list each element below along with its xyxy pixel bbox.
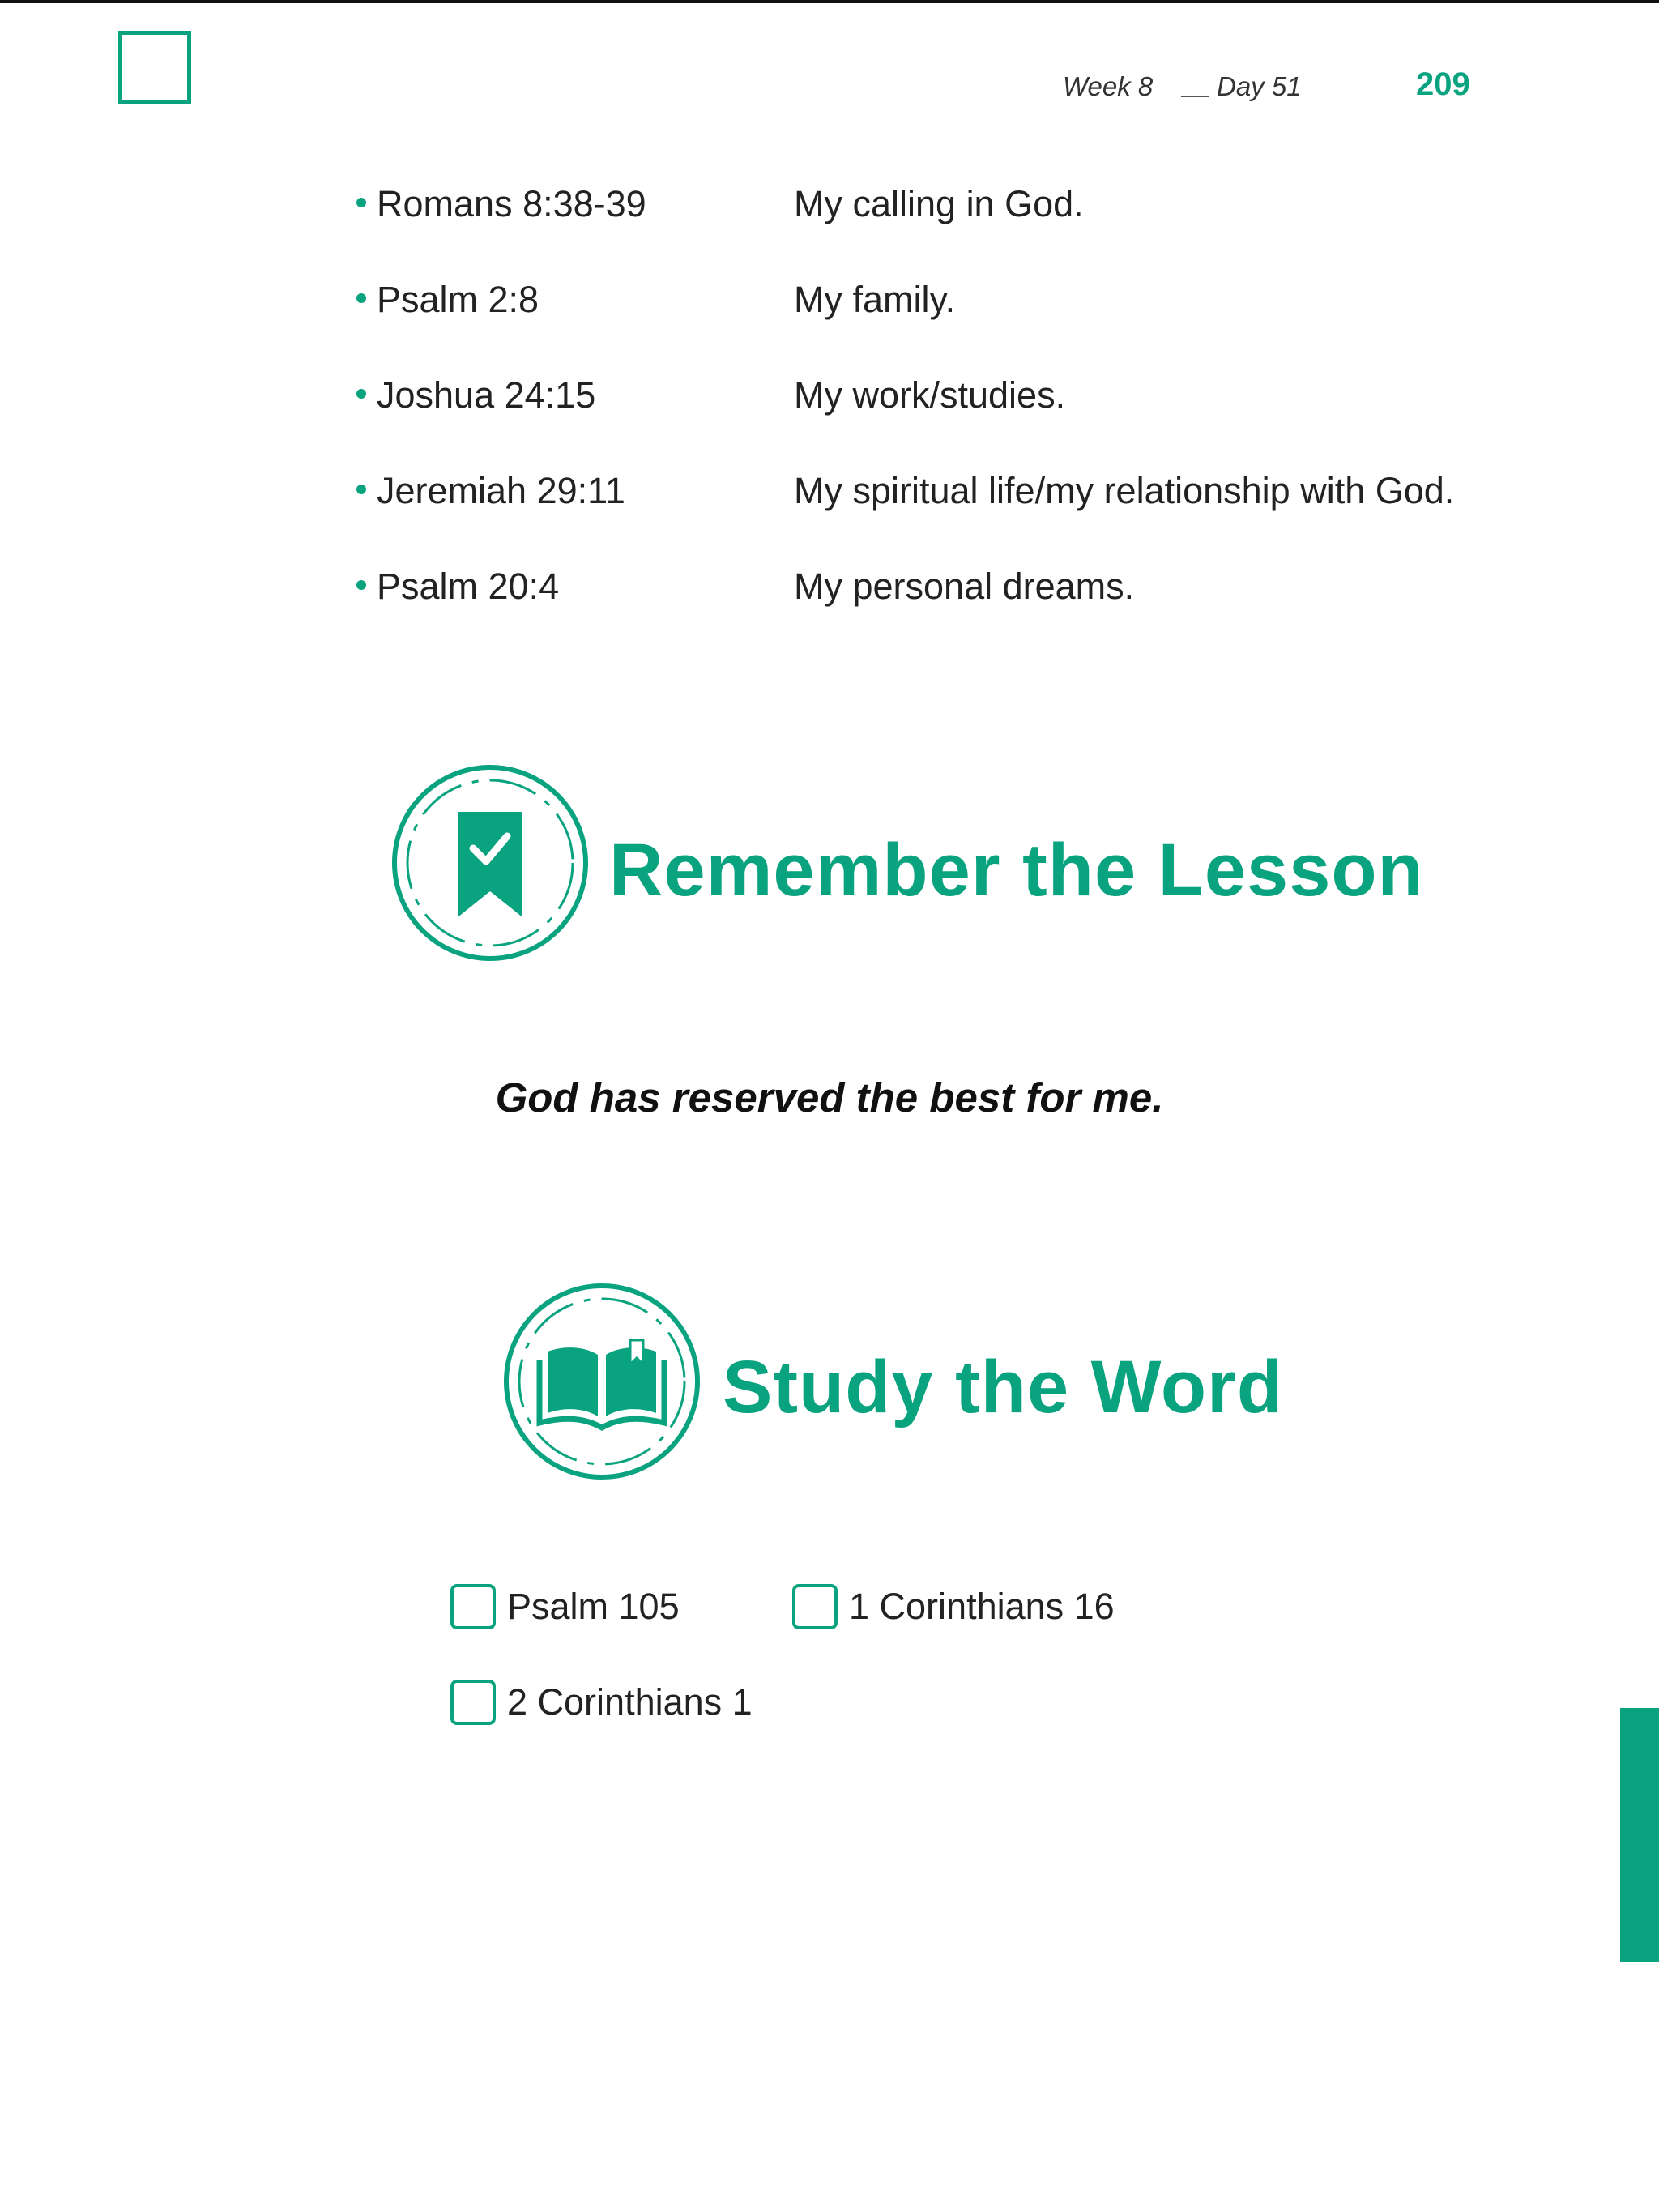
bookmark-check-icon — [389, 762, 591, 964]
bullet-icon — [356, 389, 366, 399]
header-day: Day 51 — [1217, 71, 1302, 101]
list-item — [0, 371, 1659, 420]
reading-checkbox[interactable] — [450, 1680, 496, 1725]
scripture-description: My personal dreams. — [794, 566, 1135, 607]
reading-checkbox[interactable] — [450, 1584, 496, 1629]
list-item — [0, 467, 1659, 515]
top-rule — [0, 0, 1659, 3]
bullet-icon — [356, 198, 366, 207]
page-number: 209 — [1416, 66, 1470, 102]
bullet-icon — [356, 485, 366, 494]
scripture-reference: Psalm 20:4 — [377, 566, 560, 607]
open-book-icon — [501, 1280, 703, 1483]
scripture-reference: Jeremiah 29:11 — [377, 470, 625, 511]
section-title-study: Study the Word — [723, 1346, 1284, 1428]
bullet-icon — [356, 580, 366, 590]
scripture-description: My calling in God. — [794, 183, 1084, 224]
scripture-reference: Psalm 2:8 — [377, 279, 539, 320]
header-week: Week 8 — [1063, 71, 1154, 101]
section-title-remember: Remember the Lesson — [609, 829, 1424, 912]
bullet-icon — [356, 293, 366, 303]
scripture-description: My spiritual life/my relationship with God. — [794, 470, 1455, 511]
scripture-description: My family. — [794, 279, 956, 320]
chapter-tab — [1620, 1708, 1659, 1962]
scripture-description: My work/studies. — [794, 374, 1066, 416]
scripture-reference: Romans 8:38-39 — [377, 183, 646, 224]
header-separator — [1181, 96, 1209, 97]
reading-checkbox[interactable] — [792, 1584, 838, 1629]
list-item — [0, 562, 1659, 611]
list-item — [0, 275, 1659, 324]
scripture-reference: Joshua 24:15 — [377, 374, 596, 416]
reading-label: Psalm 105 — [507, 1586, 680, 1627]
corner-checkbox-frame — [118, 31, 191, 104]
reading-label: 1 Corinthians 16 — [849, 1586, 1115, 1627]
lesson-statement: God has reserved the best for me. — [495, 1074, 1164, 1121]
reading-label: 2 Corinthians 1 — [507, 1681, 753, 1723]
list-item — [0, 180, 1659, 228]
